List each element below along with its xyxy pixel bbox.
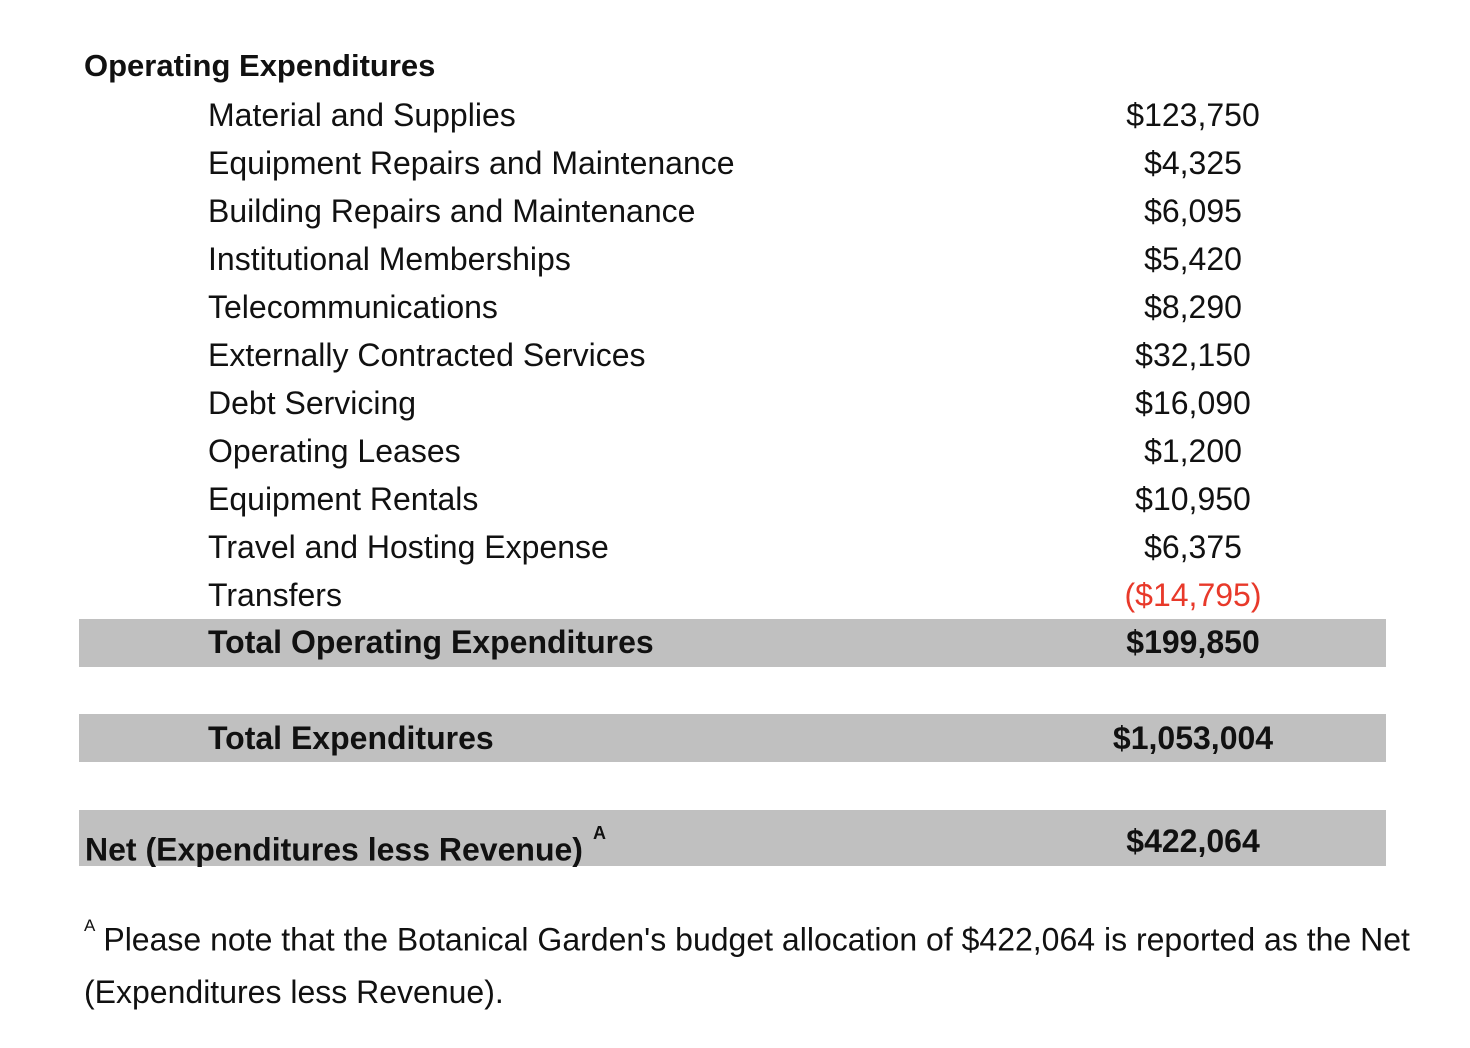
total-expenditures-row xyxy=(79,714,1386,762)
total-operating-label: Total Operating Expenditures xyxy=(208,624,654,660)
table-row xyxy=(0,379,1470,427)
row-amount: $32,150 xyxy=(1135,337,1251,373)
net-label-wrap xyxy=(85,820,606,873)
net-row xyxy=(79,810,1386,866)
table-row xyxy=(0,139,1470,187)
net-amount: $422,064 xyxy=(1126,823,1260,859)
table-row xyxy=(0,331,1470,379)
row-amount: $10,950 xyxy=(1135,481,1251,517)
row-amount: $8,290 xyxy=(1144,289,1242,325)
table-row xyxy=(0,523,1470,571)
table-row xyxy=(0,571,1470,619)
row-label: Equipment Rentals xyxy=(208,481,479,517)
total-expenditures-label: Total Expenditures xyxy=(208,720,494,756)
table-row xyxy=(0,475,1470,523)
row-label: Travel and Hosting Expense xyxy=(208,529,609,565)
row-amount: $123,750 xyxy=(1126,97,1260,133)
total-expenditures-amount: $1,053,004 xyxy=(1112,720,1274,756)
row-label: Material and Supplies xyxy=(208,97,516,133)
row-amount-negative: ($14,795) xyxy=(1124,577,1262,613)
table-row xyxy=(0,283,1470,331)
row-amount: $4,325 xyxy=(1144,145,1242,181)
row-label: Operating Leases xyxy=(208,433,461,469)
footnote-marker: A xyxy=(84,916,96,935)
table-row xyxy=(0,187,1470,235)
row-label: Externally Contracted Services xyxy=(208,337,646,373)
net-label: Net (Expenditures less Revenue) xyxy=(85,831,583,868)
row-label: Equipment Repairs and Maintenance xyxy=(208,145,735,181)
row-amount: $5,420 xyxy=(1144,241,1242,277)
total-operating-amount: $199,850 xyxy=(1126,624,1260,660)
row-label: Debt Servicing xyxy=(208,385,417,421)
row-amount: $16,090 xyxy=(1135,385,1251,421)
row-label: Institutional Memberships xyxy=(208,241,571,277)
row-label: Telecommunications xyxy=(208,289,498,325)
table-row xyxy=(0,235,1470,283)
footnote-text: Please note that the Botanical Garden's budget allocation of $422,064 is reported as the Net (Expenditures less Revenue). xyxy=(84,921,1410,1010)
row-label: Building Repairs and Maintenance xyxy=(208,193,696,229)
row-amount: $1,200 xyxy=(1144,433,1242,469)
section-heading: Operating Expenditures xyxy=(84,48,436,83)
row-amount: $6,095 xyxy=(1144,193,1242,229)
row-label: Transfers xyxy=(208,577,342,613)
footnote-marker: A xyxy=(592,823,606,843)
total-operating-row xyxy=(79,619,1386,667)
row-amount: $6,375 xyxy=(1144,529,1242,565)
footnote xyxy=(84,908,1424,1018)
table-row xyxy=(0,91,1470,139)
table-row xyxy=(0,427,1470,475)
